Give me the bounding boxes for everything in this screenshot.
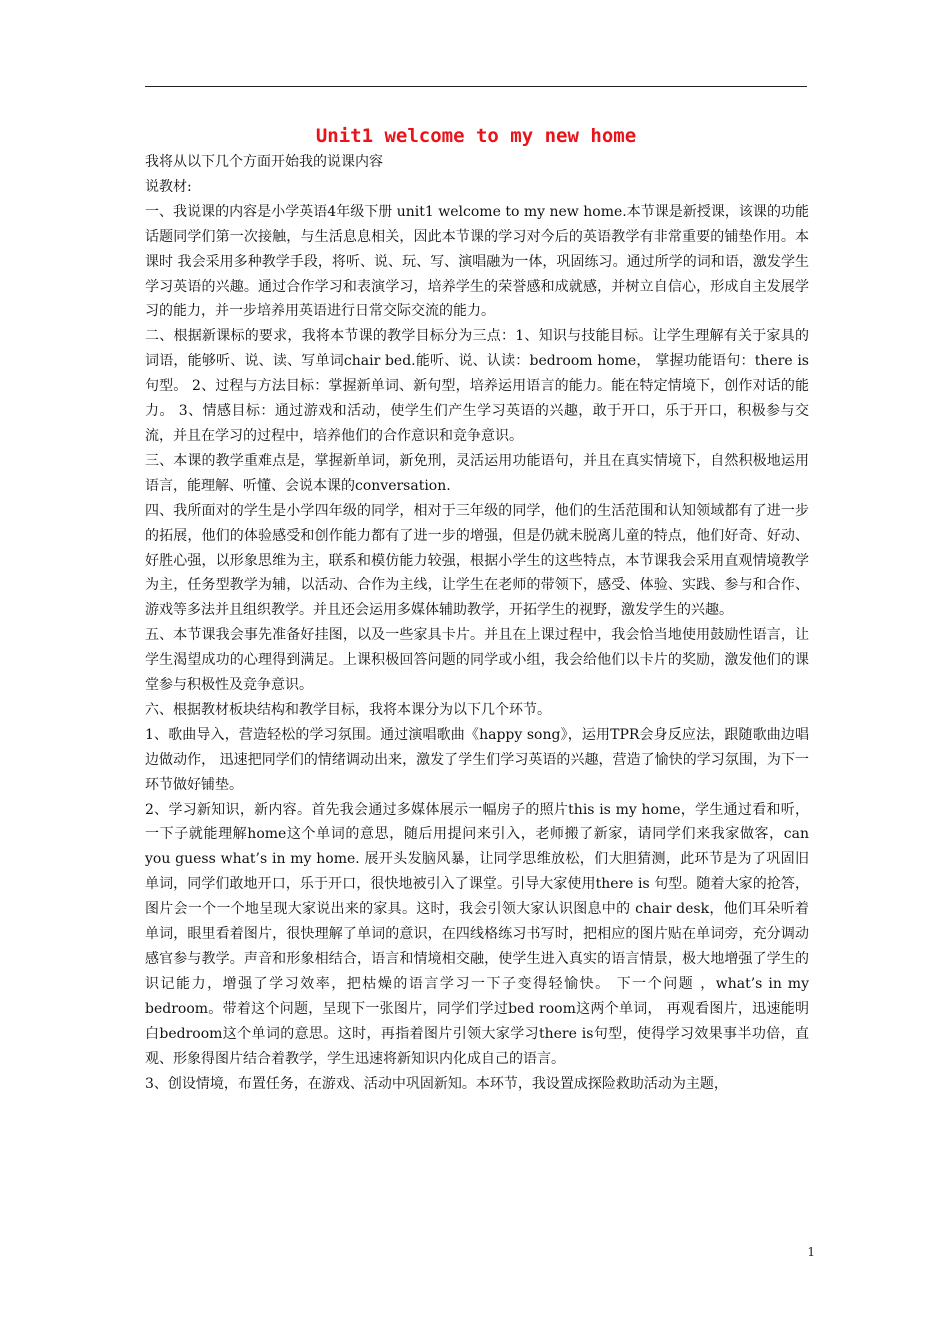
paragraph-4: 四、我所面对的学生是小学四年级的同学，相对于三年级的同学，他们的生活范围和认知领域都有了进一步的拓展，他们的体验感受和创作能力都有了进一步的增强，但是仍就未脱离儿童的特点，他们好奇、好动、好胜心强，以形象思维为主，联系和模仿能力较强，根据小学生的这些特点，本节课我会采用直观情境教学为主，任务型教学为辅，以活动、合作为主线，让学生在老师的带领下，感受、体验、实践、参与和合作、游戏等多法并且组织教学。并且还会运用多媒体辅助教学，开拓学生的视野，激发学生的兴趣。 — [145, 502, 809, 619]
paragraph-2: 二、根据新课标的要求，我将本节课的教学目标分为三点：1、知识与技能目标。让学生理解有关于家具的词语，能够听、说、读、写单词chair bed.能听、说、认读：bedroom home， 掌握功能语句：there is 句型。 2、过程与方法目标：掌握新单词、新句型，培养运用语言的能力。能在特定情境下，创作对话的能力。 3、情感目标：通过游戏和活动，使学生们产生学习英语的兴趣，敢于开口，乐于开口，积极参与交流，并且在学习的过程中，培养他们的合作意识和竞争意识。 — [145, 328, 809, 444]
document-title: Unit1 welcome to my new home — [315, 125, 637, 147]
paragraph-intro: 我将从以下几个方面开始我的说课内容 — [145, 154, 383, 170]
paragraph-step-1: 1、歌曲导入，营造轻松的学习氛围。通过演唱歌曲《happy song》，运用TPR会身反应法，跟随歌曲边唱边做动作， 迅速把同学们的情绪调动出来，激发了学生们学习英语的兴趣，营造了愉快的学习氛围，为下一环节做好铺垫。 — [145, 726, 809, 793]
paragraph-1: 一、我说课的内容是小学英语4年级下册 unit1 welcome to my new home.本节课是新授课，该课的功能话题同学们第一次接触，与生活息息相关，因此本节课的学习对今后的英语教学有非常重要的铺垫作用。本课时 我会采用多种教学手段，将听、说、玩、写、演唱融为一体，巩固练习。通过所学的词和语，激发学生学习英语的兴趣。通过合作学习和表演学习，培养学生的荣誉感和成就感，并树立自信心，形成自主发展学习的能力，并一步培养用英语进行日常交际交流的能力。 — [145, 203, 809, 320]
paragraph-3: 三、本课的教学重难点是，掌握新单词，新免刑，灵活运用功能语句，并且在真实情境下，自然积极地运用语言，能理解、听懂、会说本课的conversation. — [145, 452, 809, 494]
paragraph-step-3: 3、创设情境，布置任务，在游戏、活动中巩固新知。本环节，我设置成探险救助活动为主题， — [145, 1075, 728, 1092]
paragraph-6: 六、根据教材板块结构和教学目标，我将本课分为以下几个环节。 — [145, 701, 551, 718]
paragraph-step-2: 2、学习新知识，新内容。首先我会通过多媒体展示一幅房子的照片this is my home，学生通过看和听，一下子就能理解home这个单词的意思，随后用提问来引入，老师搬了新家，请同学们来我家做客，can you guess what’s in my home. 展开头发脑风暴，让同学思维放松，们大胆猜测，此环节是为了巩固旧单词，同学们敢地开口，乐于开口，很快地被引入了课堂。引导大家使用there is 句型。随着大家的抢答，图片会一个一个地呈现大家说出来的家具。这时，我会引领大家认识图息中的 chair desk，他们耳朵听着单词，眼里看着图片，很快理解了单词的意识，在四线格练习书写时，把相应的图片贴在单词旁，充分调动感官参与教学。声音和形象相结合，语言和情境相交融，使学生进入真实的语言情景，极大地增强了学生的识记能力，增强了学习效率，把枯燥的语言学习一下子变得轻愉快。 下一个问题 ，what’s in my bedroom。带着这个问题，呈现下一张图片，同学们学过bed room这两个单词， 再观看图片，迅速能明白bedroom这个单词的意思。这时，再指着图片引领大家学习there is句型，使得学习效果事半功倍，直观、形象得图片结合着教学，学生迅速将新知识内化成自己的语言。 — [145, 801, 809, 1067]
header-rule — [145, 86, 807, 87]
paragraph-5: 五、本节课我会事先准备好挂图，以及一些家具卡片。并且在上课过程中，我会恰当地使用鼓励性语言，让学生渴望成功的心理得到满足。上课积极回答问题的同学或小组，我会给他们以卡片的奖励，激发他们的课堂参与积极性及竞争意识。 — [145, 627, 809, 694]
document-body — [145, 150, 809, 1096]
page-number: 1 — [807, 1245, 815, 1259]
paragraph-heading-textbook: 说教材: — [145, 178, 192, 195]
